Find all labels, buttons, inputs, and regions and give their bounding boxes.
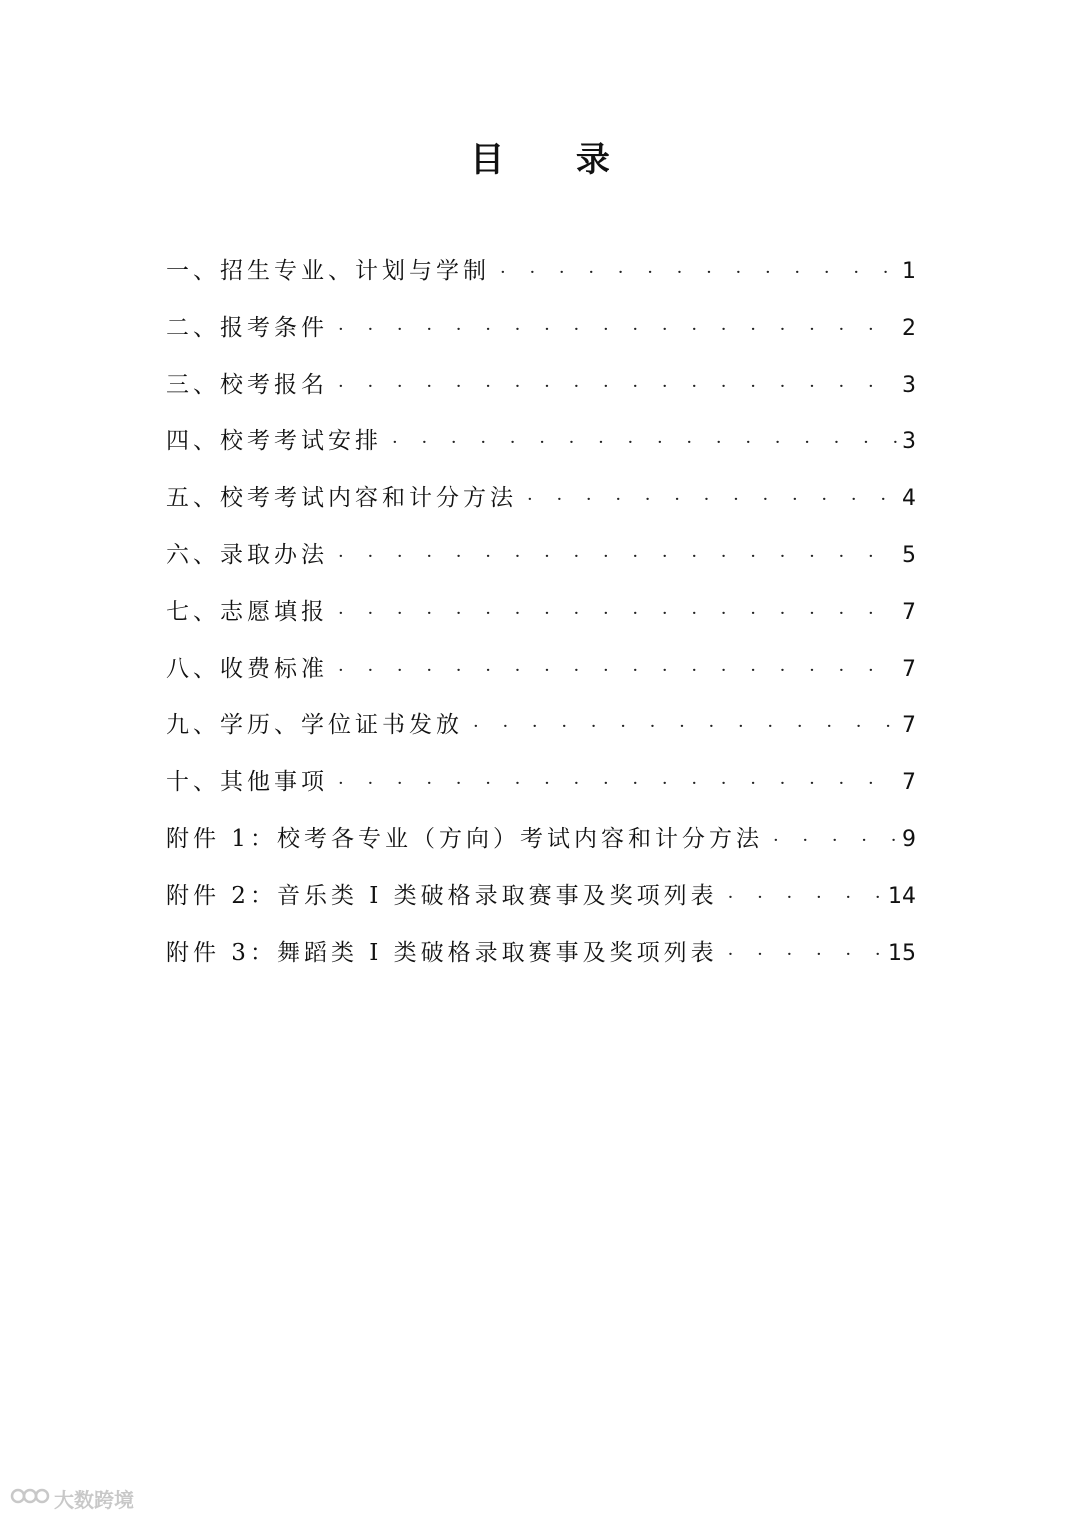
toc-entry-label: 六、录取办法: [166, 541, 328, 568]
toc-entry-label: 三、校考报名: [166, 371, 328, 398]
toc-entry-page: 4: [902, 486, 916, 512]
page-title: 目 录: [470, 140, 640, 180]
toc-entry-page: 5: [902, 542, 916, 568]
watermark-logo-icon: [10, 1485, 50, 1512]
toc-entry-page: 7: [902, 770, 916, 796]
watermark-text: 大数跨境: [54, 1488, 134, 1512]
toc-entry-label: 一、招生专业、计划与学制: [166, 258, 490, 284]
toc-dot-leader: [338, 660, 898, 681]
toc-entry-page: 2: [902, 315, 916, 341]
toc-entry-page: 3: [902, 429, 916, 455]
toc-entry[interactable]: [166, 706, 916, 763]
toc-entry-label: 七、志愿填报: [166, 598, 328, 625]
toc-entry-page: 7: [902, 713, 916, 739]
toc-entry-label: 五、校考考试内容和计分方法: [166, 485, 517, 512]
toc-entry[interactable]: [166, 536, 916, 593]
toc-entry-label: 附件 1：校考各专业（方向）考试内容和计分方法: [166, 825, 763, 852]
toc-dot-leader: [392, 432, 898, 453]
toc-dot-leader: [338, 603, 898, 624]
toc-entry[interactable]: [166, 422, 916, 479]
toc-entry-label: 四、校考考试安排: [166, 428, 382, 455]
toc-entry[interactable]: [166, 934, 916, 991]
toc-dot-leader: [338, 773, 898, 794]
toc-dot-leader: [338, 319, 898, 340]
toc-entry[interactable]: [166, 763, 916, 820]
toc-entry-page: 15: [888, 940, 916, 966]
toc-entry[interactable]: [166, 479, 916, 536]
toc-entry-page: 3: [902, 372, 916, 398]
toc-entry-label: 附件 3：舞蹈类 I 类破格录取赛事及奖项列表: [166, 939, 718, 966]
toc-dot-leader: [728, 944, 884, 965]
table-of-contents: [166, 252, 916, 990]
toc-entry-page: 7: [902, 656, 916, 682]
toc-dot-leader: [473, 716, 898, 737]
toc-entry-label: 二、报考条件: [166, 314, 328, 341]
toc-entry-page: 1: [902, 259, 916, 284]
toc-dot-leader: [728, 887, 884, 908]
toc-dot-leader: [527, 489, 898, 510]
toc-entry[interactable]: [166, 252, 916, 309]
toc-dot-leader: [338, 546, 898, 567]
toc-entry-label: 九、学历、学位证书发放: [166, 712, 463, 739]
toc-entry-page: 9: [902, 826, 916, 852]
toc-dot-leader: [773, 830, 898, 851]
toc-dot-leader: [338, 376, 898, 397]
toc-entry[interactable]: [166, 593, 916, 650]
toc-entry[interactable]: [166, 877, 916, 934]
toc-entry[interactable]: [166, 309, 916, 366]
toc-entry-label: 八、收费标准: [166, 655, 328, 682]
toc-entry[interactable]: [166, 820, 916, 877]
toc-entry[interactable]: [166, 366, 916, 423]
toc-entry-page: 7: [902, 599, 916, 625]
toc-entry-label: 十、其他事项: [166, 769, 328, 796]
toc-entry-label: 附件 2：音乐类 I 类破格录取赛事及奖项列表: [166, 882, 718, 909]
toc-entry[interactable]: [166, 650, 916, 707]
toc-dot-leader: [500, 262, 898, 283]
toc-entry-page: 14: [888, 883, 916, 909]
watermark: [10, 1484, 134, 1513]
